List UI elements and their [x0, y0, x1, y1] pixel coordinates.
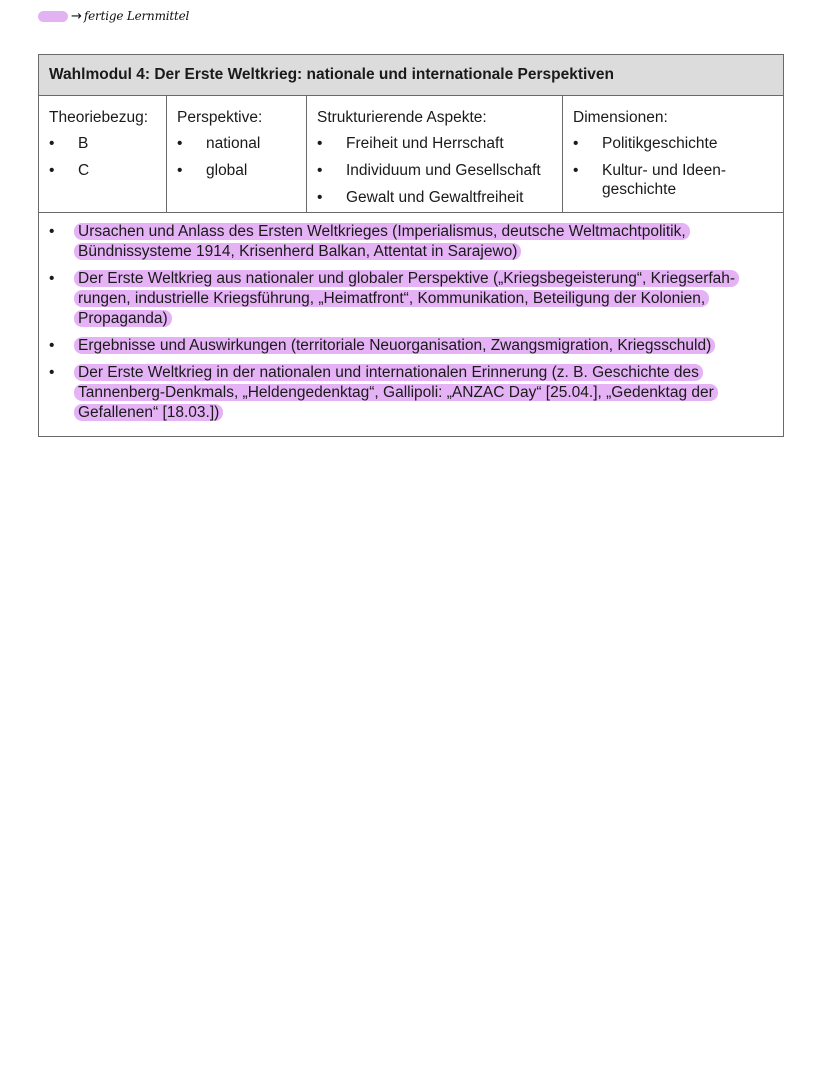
bullet-icon: •: [317, 135, 323, 152]
content-item: [49, 269, 773, 329]
bullet-icon: •: [177, 135, 183, 152]
bullet-icon: •: [177, 162, 183, 179]
legend-label: fertige Lernmittel: [83, 9, 190, 23]
highlighted-text: Ergebnisse und Auswirkungen (territoriale Neuorganisation, Zwangsmigration, Kriegsschuld): [74, 337, 715, 354]
bullet-icon: •: [49, 270, 55, 287]
column-dimensionen: [563, 96, 783, 212]
list-item: • national: [177, 135, 261, 152]
module-title: Wahlmodul 4: Der Erste Weltkrieg: nationale und internationale Perspektiven: [49, 66, 615, 83]
bullet-icon: •: [49, 162, 55, 179]
bullet-icon: •: [49, 135, 55, 152]
module-header: [39, 55, 783, 96]
content-item: [49, 363, 773, 423]
list-item: • Kultur- und Ideen-geschichte: [573, 162, 727, 198]
highlighter-swatch-icon: [38, 11, 68, 22]
bullet-icon: •: [317, 189, 323, 206]
list-item: • Freiheit und Herrschaft: [317, 135, 504, 152]
highlighted-text: Der Erste Weltkrieg in der nationalen und internationalen Erinnerung (z. B. Geschichte des Tannenberg-Denkmals, „Heldengedenktag“, Gallipoli: „ANZAC Day“ [25.04.], „Gedenktag der Gefallenen“ [18.03.]): [74, 364, 718, 421]
column-heading: Perspektive:: [177, 109, 263, 126]
column-strukturierende-aspekte: [307, 96, 563, 212]
bullet-icon: •: [573, 135, 579, 152]
bullet-icon: •: [49, 337, 55, 354]
bullet-icon: •: [49, 223, 55, 240]
bullet-icon: •: [49, 364, 55, 381]
arrow-icon: →: [71, 8, 82, 24]
bullet-icon: •: [317, 162, 323, 179]
column-heading: Theoriebezug:: [49, 109, 149, 126]
content-item: [49, 222, 773, 262]
column-list: [177, 134, 306, 180]
list-item: • C: [49, 162, 90, 179]
column-list: [49, 134, 166, 180]
highlighted-text: Der Erste Weltkrieg aus nationaler und globaler Perspektive („Kriegsbegeisterung“, Kriegserfah-rungen, industrielle Kriegsführung, „Heimatfront“, Kommunikation, Beteiligung der Kolonien, Propaganda): [74, 270, 739, 327]
list-item: • global: [177, 162, 248, 179]
column-perspektive: [167, 96, 307, 212]
list-item: • Individuum und Gesellschaft: [317, 162, 541, 179]
info-row: [39, 96, 783, 213]
highlighted-text: Ursachen und Anlass des Ersten Weltkrieges (Imperialismus, deutsche Weltmachtpolitik, Bündnissysteme 1914, Krisenherd Balkan, Attentat in Sarajewo): [74, 223, 690, 260]
list-item: • Politikgeschichte: [573, 135, 718, 152]
column-list: [573, 134, 783, 199]
column-list: [317, 134, 562, 207]
column-heading: Dimensionen:: [573, 109, 668, 126]
module-table: [38, 54, 784, 437]
content-list: [39, 213, 783, 436]
column-heading: Strukturierende Aspekte:: [317, 109, 487, 126]
column-theoriebezug: [39, 96, 167, 212]
bullet-icon: •: [573, 162, 579, 179]
list-item: • Gewalt und Gewaltfreiheit: [317, 189, 524, 206]
highlight-legend: [38, 6, 189, 26]
list-item: • B: [49, 135, 89, 152]
content-item: [49, 336, 773, 356]
